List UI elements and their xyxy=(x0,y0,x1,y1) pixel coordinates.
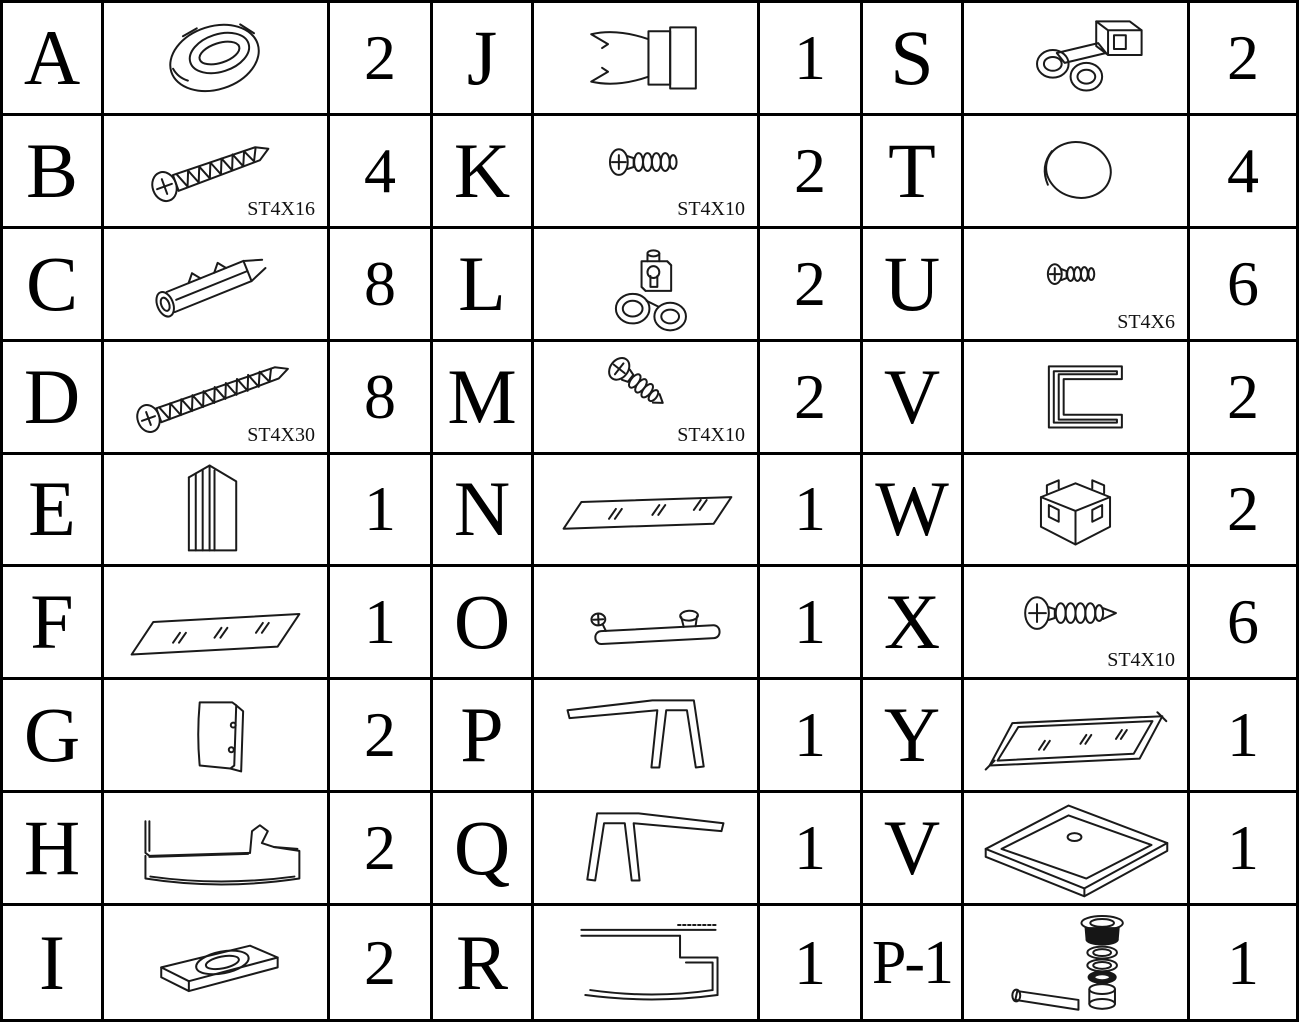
part-qty: 1 xyxy=(1227,926,1259,998)
seal-profile-right-icon xyxy=(534,793,757,903)
part-qty: 8 xyxy=(364,247,396,319)
part-image-cell xyxy=(534,455,760,568)
part-letter-cell xyxy=(3,793,104,906)
part-image-cell xyxy=(964,906,1190,1019)
hook-profile-icon xyxy=(534,906,757,1019)
part-qty-cell xyxy=(330,680,433,793)
part-qty-cell xyxy=(760,567,863,680)
part-letter: C xyxy=(25,239,79,327)
glass-panel-icon xyxy=(104,567,327,677)
part-image-cell xyxy=(964,455,1190,568)
part-image-cell xyxy=(104,793,330,906)
part-qty: 2 xyxy=(364,926,396,998)
part-qty-cell xyxy=(330,229,433,342)
framed-glass-panel-icon xyxy=(964,680,1187,790)
part-image-cell xyxy=(104,906,330,1019)
part-qty: 2 xyxy=(794,360,826,432)
part-image-cell xyxy=(104,229,330,342)
part-qty-cell xyxy=(330,342,433,455)
part-qty: 1 xyxy=(1227,812,1259,884)
part-qty: 1 xyxy=(794,926,826,998)
part-qty: 2 xyxy=(364,812,396,884)
part-letter-cell xyxy=(433,3,534,116)
part-letter: G xyxy=(23,691,81,779)
part-letter-cell xyxy=(863,793,964,906)
part-qty-cell xyxy=(760,455,863,568)
part-image-cell xyxy=(534,229,760,342)
part-qty: 6 xyxy=(1227,247,1259,319)
part-qty: 1 xyxy=(794,473,826,545)
part-letter-cell xyxy=(3,116,104,229)
part-image-cell xyxy=(104,342,330,455)
part-qty-cell xyxy=(760,680,863,793)
part-letter: Q xyxy=(453,804,511,892)
part-letter: P-1 xyxy=(871,928,953,997)
part-qty: 4 xyxy=(1227,134,1259,206)
part-image-cell xyxy=(964,793,1190,906)
shower-tray-icon xyxy=(964,793,1187,903)
part-qty: 1 xyxy=(794,812,826,884)
part-letter: S xyxy=(890,13,934,101)
door-roller-icon xyxy=(534,229,757,339)
corner-connector-icon xyxy=(964,455,1187,565)
part-qty-cell xyxy=(1190,680,1296,793)
part-qty: 1 xyxy=(794,586,826,658)
part-size-label: ST4X30 xyxy=(247,423,315,446)
wall-anchor-icon xyxy=(104,229,327,339)
part-qty: 4 xyxy=(364,134,396,206)
part-letter-cell xyxy=(863,116,964,229)
part-letter-cell xyxy=(433,342,534,455)
part-letter-cell xyxy=(863,906,964,1019)
part-image-cell xyxy=(534,680,760,793)
part-qty-cell xyxy=(330,455,433,568)
part-image-cell xyxy=(964,680,1190,793)
part-letter: L xyxy=(458,239,506,327)
part-qty-cell xyxy=(330,906,433,1019)
part-letter-cell xyxy=(433,116,534,229)
part-qty-cell xyxy=(330,793,433,906)
part-letter-cell xyxy=(3,680,104,793)
part-letter-cell xyxy=(433,455,534,568)
part-letter-cell xyxy=(433,680,534,793)
part-qty: 2 xyxy=(794,134,826,206)
part-size-label: ST4X6 xyxy=(1117,310,1175,333)
part-qty: 2 xyxy=(1227,473,1259,545)
part-qty: 1 xyxy=(364,586,396,658)
part-letter-cell xyxy=(3,3,104,116)
part-size-label: ST4X16 xyxy=(247,197,315,220)
part-qty-cell xyxy=(1190,116,1296,229)
part-image-cell xyxy=(104,567,330,680)
part-letter-cell xyxy=(433,906,534,1019)
part-letter: J xyxy=(466,13,498,101)
part-image-cell xyxy=(964,567,1190,680)
part-qty: 2 xyxy=(794,247,826,319)
part-qty: 1 xyxy=(364,473,396,545)
glass-panel-icon xyxy=(534,455,757,565)
part-letter-cell xyxy=(863,567,964,680)
part-image-cell xyxy=(534,793,760,906)
part-qty: 2 xyxy=(364,21,396,93)
part-qty: 2 xyxy=(1227,21,1259,93)
part-image-cell xyxy=(534,906,760,1019)
part-letter: H xyxy=(23,804,81,892)
part-letter: P xyxy=(460,691,504,779)
part-letter-cell xyxy=(863,455,964,568)
part-image-cell xyxy=(104,680,330,793)
part-qty: 1 xyxy=(794,21,826,93)
pleated-strip-icon xyxy=(104,455,327,565)
part-qty-cell xyxy=(760,3,863,116)
part-letter: F xyxy=(30,578,74,666)
part-size-label: ST4X10 xyxy=(677,423,745,446)
part-letter-cell xyxy=(3,229,104,342)
part-qty-cell xyxy=(760,116,863,229)
part-qty: 6 xyxy=(1227,586,1259,658)
part-image-cell xyxy=(104,116,330,229)
part-qty-cell xyxy=(1190,906,1296,1019)
part-letter: V xyxy=(883,352,941,440)
part-image-cell xyxy=(964,229,1190,342)
part-letter-cell xyxy=(863,680,964,793)
clamp-plate-icon xyxy=(104,906,327,1019)
part-qty: 2 xyxy=(364,699,396,771)
part-letter: I xyxy=(39,918,65,1006)
part-letter-cell xyxy=(863,229,964,342)
part-letter-cell xyxy=(3,455,104,568)
part-image-cell xyxy=(534,567,760,680)
part-qty-cell xyxy=(1190,3,1296,116)
handle-bar-icon xyxy=(534,567,757,677)
part-qty-cell xyxy=(760,906,863,1019)
part-qty: 8 xyxy=(364,360,396,432)
part-letter-cell xyxy=(863,3,964,116)
part-letter: E xyxy=(28,465,76,553)
part-letter: R xyxy=(455,918,509,1006)
part-qty-cell xyxy=(1190,793,1296,906)
part-letter: O xyxy=(453,578,511,666)
part-letter-cell xyxy=(433,567,534,680)
part-qty-cell xyxy=(1190,342,1296,455)
u-channel-icon xyxy=(964,342,1187,452)
part-letter: U xyxy=(883,239,941,327)
roller-bracket-icon xyxy=(964,3,1187,113)
part-qty-cell xyxy=(330,3,433,116)
part-letter-cell xyxy=(3,906,104,1019)
part-qty-cell xyxy=(760,342,863,455)
part-image-cell xyxy=(964,3,1190,116)
part-letter: X xyxy=(883,578,941,666)
part-letter: B xyxy=(25,126,79,214)
part-letter-cell xyxy=(433,793,534,906)
part-letter-cell xyxy=(433,229,534,342)
glass-seal-clip-icon xyxy=(534,3,757,113)
part-image-cell xyxy=(964,342,1190,455)
part-image-cell xyxy=(534,3,760,116)
part-image-cell xyxy=(104,455,330,568)
part-image-cell xyxy=(104,3,330,116)
part-letter: Y xyxy=(883,691,941,779)
round-cap-icon xyxy=(964,116,1187,226)
part-qty-cell xyxy=(330,567,433,680)
seal-profile-left-icon xyxy=(534,680,757,790)
part-letter-cell xyxy=(3,342,104,455)
part-letter-cell xyxy=(3,567,104,680)
part-qty-cell xyxy=(1190,229,1296,342)
part-qty-cell xyxy=(1190,455,1296,568)
part-letter-cell xyxy=(863,342,964,455)
part-qty-cell xyxy=(760,229,863,342)
part-letter: W xyxy=(875,465,949,553)
drain-assembly-icon xyxy=(964,906,1187,1019)
part-image-cell xyxy=(534,116,760,229)
part-letter: A xyxy=(23,13,81,101)
part-image-cell xyxy=(534,342,760,455)
part-qty-cell xyxy=(330,116,433,229)
part-image-cell xyxy=(964,116,1190,229)
part-letter: N xyxy=(453,465,511,553)
part-qty: 1 xyxy=(1227,699,1259,771)
part-qty: 1 xyxy=(794,699,826,771)
part-size-label: ST4X10 xyxy=(677,197,745,220)
oval-grommet-icon xyxy=(104,3,327,113)
part-qty: 2 xyxy=(1227,360,1259,432)
bottom-rail-icon xyxy=(104,793,327,903)
part-qty-cell xyxy=(1190,567,1296,680)
part-letter: D xyxy=(23,352,81,440)
part-letter: V xyxy=(883,804,941,892)
end-cap-icon xyxy=(104,680,327,790)
part-letter: T xyxy=(888,126,936,214)
part-size-label: ST4X10 xyxy=(1107,649,1175,672)
part-qty-cell xyxy=(760,793,863,906)
part-letter: K xyxy=(453,126,511,214)
part-letter: M xyxy=(447,352,517,440)
